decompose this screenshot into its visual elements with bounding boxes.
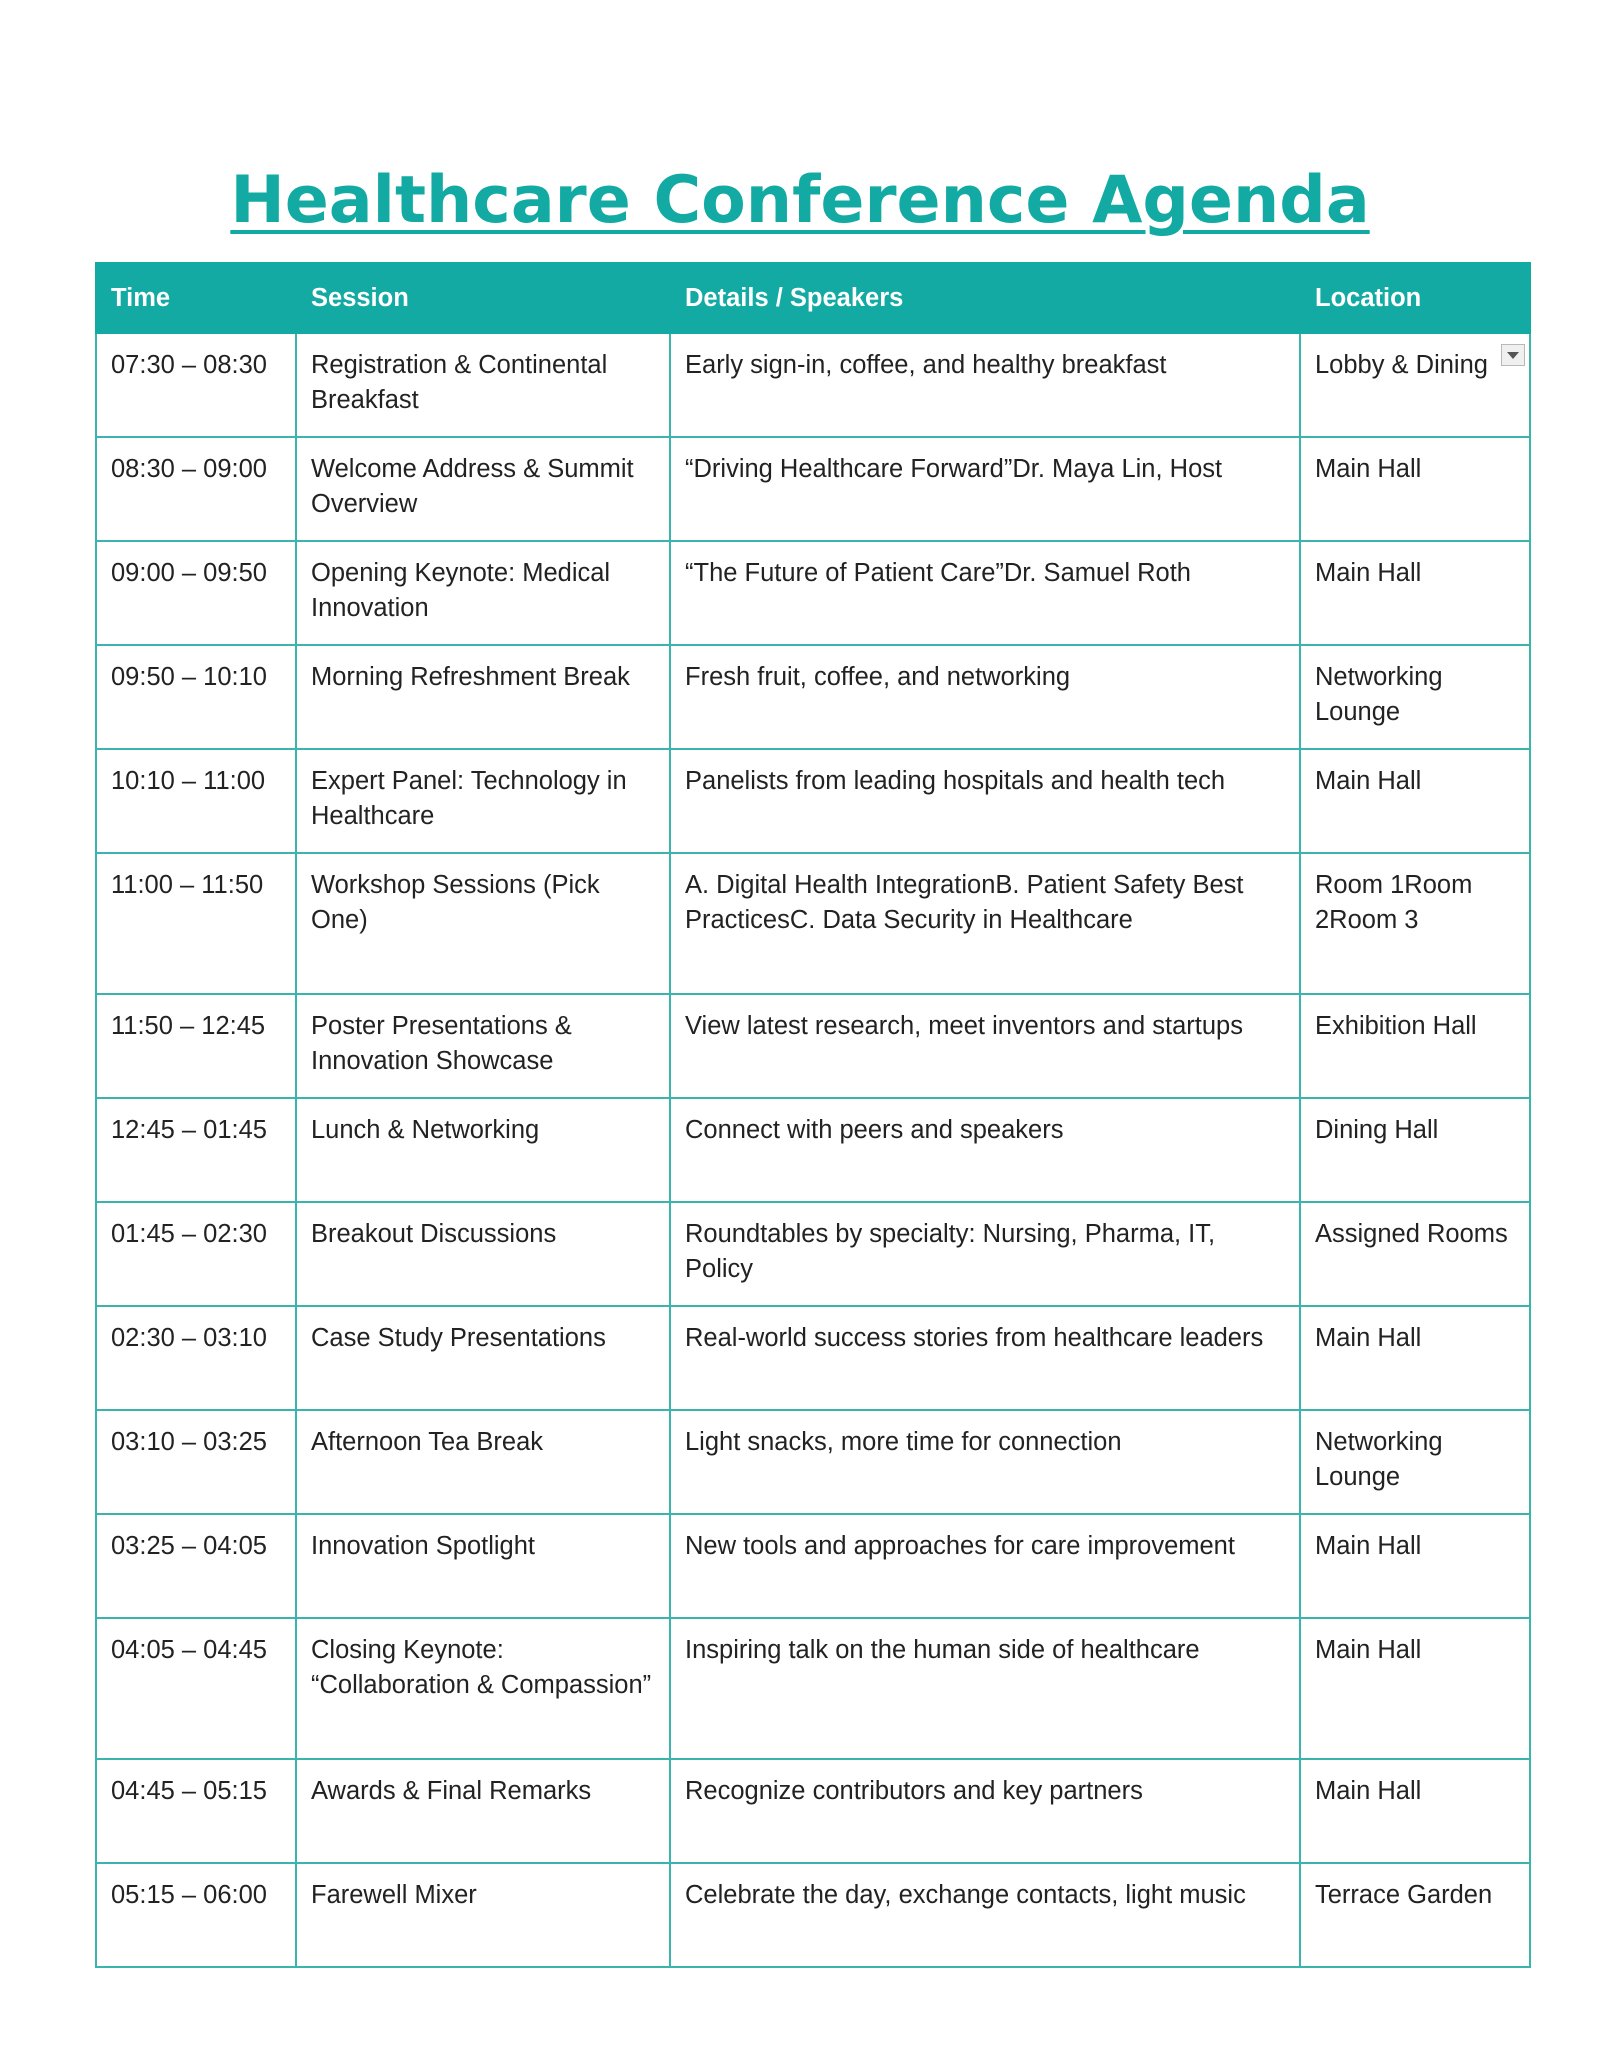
location-dropdown-button[interactable] bbox=[1501, 344, 1525, 366]
table-row bbox=[96, 1410, 1530, 1514]
header-session: Session bbox=[296, 263, 670, 333]
cell-location: Room 1Room 2Room 3 bbox=[1300, 853, 1530, 994]
table-row bbox=[96, 994, 1530, 1098]
cell-location: Main Hall bbox=[1300, 437, 1530, 541]
cell-session: Afternoon Tea Break bbox=[296, 1410, 670, 1514]
cell-time: 05:15 – 06:00 bbox=[96, 1863, 296, 1967]
cell-location: Main Hall bbox=[1300, 749, 1530, 853]
cell-session: Opening Keynote: Medical Innovation bbox=[296, 541, 670, 645]
cell-time: 03:25 – 04:05 bbox=[96, 1514, 296, 1618]
cell-time: 08:30 – 09:00 bbox=[96, 437, 296, 541]
cell-location bbox=[1300, 333, 1530, 437]
cell-time: 09:50 – 10:10 bbox=[96, 645, 296, 749]
cell-details: “The Future of Patient Care”Dr. Samuel Roth bbox=[670, 541, 1300, 645]
cell-session: Lunch & Networking bbox=[296, 1098, 670, 1202]
table-row bbox=[96, 1618, 1530, 1759]
cell-session: Breakout Discussions bbox=[296, 1202, 670, 1306]
cell-time: 03:10 – 03:25 bbox=[96, 1410, 296, 1514]
cell-location: Main Hall bbox=[1300, 541, 1530, 645]
table-header-row bbox=[96, 263, 1530, 333]
cell-location: Dining Hall bbox=[1300, 1098, 1530, 1202]
table-row bbox=[96, 645, 1530, 749]
cell-location: Terrace Garden bbox=[1300, 1863, 1530, 1967]
table-row bbox=[96, 437, 1530, 541]
cell-details: Fresh fruit, coffee, and networking bbox=[670, 645, 1300, 749]
cell-session: Registration & Continental Breakfast bbox=[296, 333, 670, 437]
cell-location: Assigned Rooms bbox=[1300, 1202, 1530, 1306]
cell-details: New tools and approaches for care improvement bbox=[670, 1514, 1300, 1618]
table-row bbox=[96, 1098, 1530, 1202]
cell-location: Networking Lounge bbox=[1300, 645, 1530, 749]
table-row bbox=[96, 853, 1530, 994]
cell-details: Inspiring talk on the human side of healthcare bbox=[670, 1618, 1300, 1759]
table-row bbox=[96, 333, 1530, 437]
table-row bbox=[96, 1514, 1530, 1618]
agenda-table bbox=[95, 262, 1531, 1968]
cell-details: Recognize contributors and key partners bbox=[670, 1759, 1300, 1863]
cell-location: Main Hall bbox=[1300, 1759, 1530, 1863]
cell-session: Innovation Spotlight bbox=[296, 1514, 670, 1618]
cell-time: 01:45 – 02:30 bbox=[96, 1202, 296, 1306]
cell-time: 10:10 – 11:00 bbox=[96, 749, 296, 853]
cell-time: 11:00 – 11:50 bbox=[96, 853, 296, 994]
cell-location: Networking Lounge bbox=[1300, 1410, 1530, 1514]
cell-location: Main Hall bbox=[1300, 1514, 1530, 1618]
cell-time: 09:00 – 09:50 bbox=[96, 541, 296, 645]
cell-session: Poster Presentations & Innovation Showcase bbox=[296, 994, 670, 1098]
cell-time: 11:50 – 12:45 bbox=[96, 994, 296, 1098]
table-row bbox=[96, 1759, 1530, 1863]
table-row bbox=[96, 749, 1530, 853]
cell-time: 07:30 – 08:30 bbox=[96, 333, 296, 437]
chevron-down-icon bbox=[1507, 352, 1519, 359]
cell-location: Main Hall bbox=[1300, 1618, 1530, 1759]
cell-details: Connect with peers and speakers bbox=[670, 1098, 1300, 1202]
table-row bbox=[96, 541, 1530, 645]
cell-location: Main Hall bbox=[1300, 1306, 1530, 1410]
cell-session: Closing Keynote: “Collaboration & Compassion” bbox=[296, 1618, 670, 1759]
cell-details: Roundtables by specialty: Nursing, Pharma, IT, Policy bbox=[670, 1202, 1300, 1306]
table-row bbox=[96, 1202, 1530, 1306]
cell-details: Panelists from leading hospitals and health tech bbox=[670, 749, 1300, 853]
page-title bbox=[0, 162, 1600, 240]
cell-session: Case Study Presentations bbox=[296, 1306, 670, 1410]
header-details: Details / Speakers bbox=[670, 263, 1300, 333]
header-location: Location bbox=[1300, 263, 1530, 333]
cell-details: Light snacks, more time for connection bbox=[670, 1410, 1300, 1514]
page-title-text: Healthcare Conference Agenda bbox=[230, 163, 1370, 238]
table-row bbox=[96, 1306, 1530, 1410]
table-row bbox=[96, 1863, 1530, 1967]
cell-session: Morning Refreshment Break bbox=[296, 645, 670, 749]
cell-session: Farewell Mixer bbox=[296, 1863, 670, 1967]
cell-details: View latest research, meet inventors and startups bbox=[670, 994, 1300, 1098]
cell-details: “Driving Healthcare Forward”Dr. Maya Lin, Host bbox=[670, 437, 1300, 541]
cell-time: 12:45 – 01:45 bbox=[96, 1098, 296, 1202]
cell-time: 02:30 – 03:10 bbox=[96, 1306, 296, 1410]
cell-details: A. Digital Health IntegrationB. Patient Safety Best PracticesC. Data Security in Healthcare bbox=[670, 853, 1300, 994]
cell-session: Awards & Final Remarks bbox=[296, 1759, 670, 1863]
cell-session: Welcome Address & Summit Overview bbox=[296, 437, 670, 541]
cell-location-text: Lobby & Dining bbox=[1315, 351, 1488, 379]
cell-location: Exhibition Hall bbox=[1300, 994, 1530, 1098]
cell-session: Expert Panel: Technology in Healthcare bbox=[296, 749, 670, 853]
cell-time: 04:05 – 04:45 bbox=[96, 1618, 296, 1759]
cell-details: Real-world success stories from healthcare leaders bbox=[670, 1306, 1300, 1410]
cell-details: Early sign-in, coffee, and healthy breakfast bbox=[670, 333, 1300, 437]
cell-time: 04:45 – 05:15 bbox=[96, 1759, 296, 1863]
cell-session: Workshop Sessions (Pick One) bbox=[296, 853, 670, 994]
header-time: Time bbox=[96, 263, 296, 333]
cell-details: Celebrate the day, exchange contacts, light music bbox=[670, 1863, 1300, 1967]
